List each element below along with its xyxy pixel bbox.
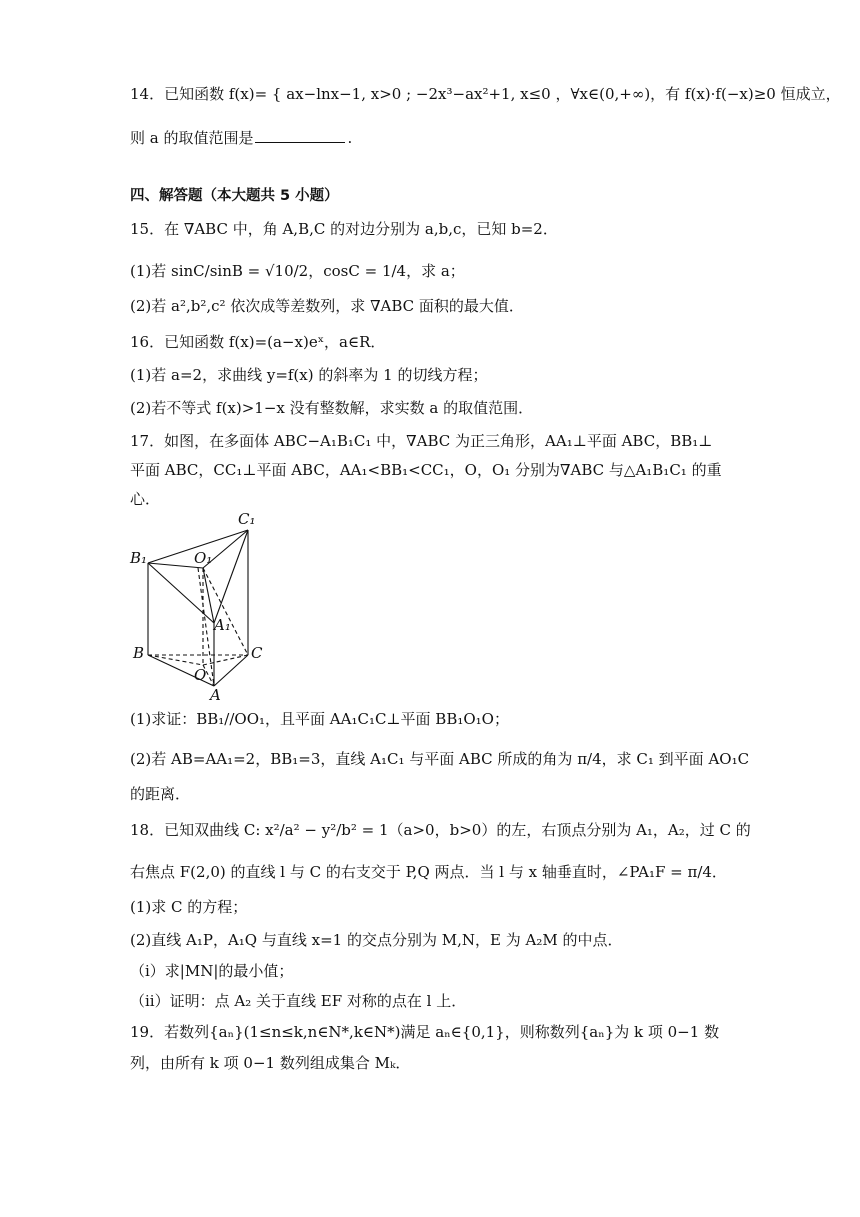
q19-line2: 列，由所有 k 项 0−1 数列组成集合 Mₖ． [130,1054,411,1072]
label-B: B [133,644,145,662]
polyhedron-figure [128,508,278,700]
edge-CA [214,655,248,686]
label-C: C [251,644,263,662]
edge-BO-dashed [148,655,203,665]
q16-line1: 16．已知函数 f(x)=(a−x)eˣ，a∈R． [130,333,386,351]
q18-part2-ii: （ii）证明：点 A₂ 关于直线 EF 对称的点在 l 上． [130,992,467,1010]
label-B1: B₁ [130,549,148,567]
edge-OC-dashed [203,655,248,665]
q17-part2: (2)若 AB=AA₁=2，BB₁=3，直线 A₁C₁ 与平面 ABC 所成的角为 π/4，求 C₁ 到平面 AO₁C [130,750,750,768]
label-C1: C₁ [238,510,256,528]
q18-part2: (2)直线 A₁P，A₁Q 与直线 x=1 的交点分别为 M,N，E 为 A₂M 的中点． [130,931,623,949]
q18-part2-i: （i）求|MN|的最小值； [130,962,294,980]
q15-line1: 15．在 ∇ABC 中，角 A,B,C 的对边分别为 a,b,c，已知 b=2． [130,220,558,238]
q14-line1: 14．已知函数 f(x)= { ax−lnx−1, x>0 ; −2x³−ax²+1, x≤0 ，∀x∈(0,+∞)，有 f(x)·f(−x)≥0 恒成立， [130,85,841,103]
label-O1: O₁ [194,549,213,567]
q14-line2: 则 a 的取值范围是 . [130,129,353,147]
q18-part1: (1)求 C 的方程； [130,898,248,916]
q15-part2: (2)若 a²,b²,c² 依次成等差数列，求 ∇ABC 面积的最大值． [130,297,524,315]
q17-part2-cont: 的距离． [130,785,191,803]
edge-O1C-dashed [203,568,248,655]
q15-part1: (1)若 sinC/sinB = √10/2，cosC = 1/4，求 a； [130,262,465,280]
label-A1: A₁ [214,616,231,634]
q18-line2: 右焦点 F(2,0) 的直线 l 与 C 的右支交于 P,Q 两点．当 l 与 x 轴垂直时，∠PA₁F = π/4． [130,863,727,881]
answer-blank[interactable] [255,128,345,143]
q17-part1: (1)求证：BB₁//OO₁，且平面 AA₁C₁C⊥平面 BB₁O₁O； [130,710,509,728]
q19-line1: 19．若数列{aₙ}(1≤n≤k,n∈N*,k∈N*)满足 aₙ∈{0,1}，则称数列{aₙ}为 k 项 0−1 数 [130,1023,720,1041]
q14-line2-text: 则 a 的取值范围是 [130,129,254,147]
q17-line2: 平面 ABC，CC₁⊥平面 ABC，AA₁<BB₁<CC₁，O，O₁ 分别为∇ABC 与△A₁B₁C₁ 的重 [130,461,722,479]
q16-part1: (1)若 a=2，求曲线 y=f(x) 的斜率为 1 的切线方程； [130,366,488,384]
q16-part2: (2)若不等式 f(x)>1−x 没有整数解，求实数 a 的取值范围． [130,399,534,417]
q18-line1: 18．已知双曲线 C: x²/a² − y²/b² = 1（a>0，b>0）的左，右顶点分别为 A₁，A₂，过 C 的 [130,821,751,839]
q17-line3: 心． [130,490,161,508]
label-O: O [194,666,207,684]
q17-line1: 17．如图，在多面体 ABC−A₁B₁C₁ 中，∇ABC 为正三角形，AA₁⊥平面 ABC，BB₁⊥ [130,432,713,450]
label-A: A [210,686,221,700]
section-heading: 四、解答题（本大题共 5 小题） [130,188,339,204]
